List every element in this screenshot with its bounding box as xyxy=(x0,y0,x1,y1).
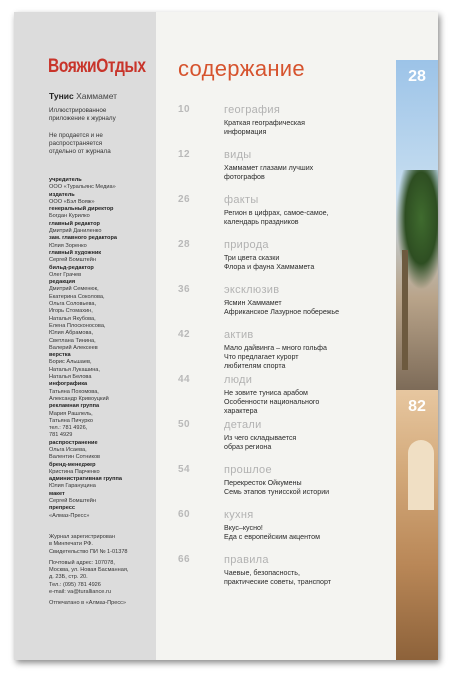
credit-title: верстка xyxy=(49,352,71,359)
toc-page-number: 60 xyxy=(178,509,191,520)
toc-description-line: Регион в цифрах, самое-самое, xyxy=(224,209,329,217)
credit-title: административная группа xyxy=(49,476,123,483)
toc-description-line: Вкус–кусно! xyxy=(224,524,263,532)
footer-line: Отпечатано в «Алмаз-Пресс» xyxy=(49,600,127,607)
toc-section-name: виды xyxy=(224,149,252,161)
credit-group xyxy=(49,177,154,192)
toc-description-line: Краткая географическая xyxy=(224,119,305,127)
toc-description-line: Ясмин Хаммамет xyxy=(224,299,282,307)
credit-name: Сергей Бомштейн xyxy=(49,498,96,505)
toc-section-name: эксклюзив xyxy=(224,284,280,296)
toc-section-name: прошлое xyxy=(224,464,272,476)
toc-description-line: Из чего складывается xyxy=(224,434,297,442)
toc-page-number: 26 xyxy=(178,194,191,205)
credit-name: Кристина Парченко xyxy=(49,468,100,475)
toc-description-line: календарь праздников xyxy=(224,217,299,226)
credit-title: редакция xyxy=(49,279,76,286)
credit-title: главный художник xyxy=(49,249,102,256)
toc-section-name: люди xyxy=(224,374,253,386)
footer-line: в Минпечати РФ. xyxy=(49,541,93,548)
credit-name: Богдан Курилко xyxy=(49,213,90,220)
credit-title: макет xyxy=(49,490,65,497)
toc-description xyxy=(224,299,384,317)
toc-section-name: кухня xyxy=(224,509,254,521)
footer-block xyxy=(49,534,154,556)
magazine-page xyxy=(14,12,438,660)
toc-description-line: Семь этапов тунисской истории xyxy=(224,487,330,496)
credit-name: Татьяна Похомова, xyxy=(49,388,99,395)
credit-title: рекламная группа xyxy=(49,403,100,410)
toc-description xyxy=(224,389,384,415)
toc-description-line: информация xyxy=(224,127,267,136)
toc-description xyxy=(224,569,384,587)
toc-page-number: 44 xyxy=(178,374,191,385)
toc-description xyxy=(224,524,384,542)
footer-block xyxy=(49,560,154,596)
toc-page-number: 28 xyxy=(178,239,191,250)
credit-group xyxy=(49,206,154,221)
toc-section-name: факты xyxy=(224,194,259,206)
credit-title: зам. главного редактора xyxy=(49,235,117,242)
toc-description-line: Мало дайвинга – много гольфа xyxy=(224,344,327,352)
toc-page-number: 54 xyxy=(178,464,191,475)
magazine-logo: ВояжиОтдых xyxy=(48,56,146,77)
credit-name: Валерий Алексеев xyxy=(49,344,98,351)
credit-name: Олег Грачев xyxy=(49,271,82,278)
toc-page-number: 10 xyxy=(178,104,191,115)
credit-group xyxy=(49,462,154,477)
toc-description-line: Еда с европейским акцентом xyxy=(224,532,321,541)
toc-section-name: природа xyxy=(224,239,269,251)
footer-line: Тел.: (095) 781 4926 xyxy=(49,581,101,588)
edition-city: Хаммамет xyxy=(76,91,118,101)
credit-title: издатель xyxy=(49,191,75,198)
footer-line: Свидетельство ПИ № 1-01378 xyxy=(49,548,128,555)
toc-description-line: характера xyxy=(224,406,258,415)
credit-title: главный редактор xyxy=(49,220,100,227)
credit-name: 781 4929 xyxy=(49,432,73,439)
credit-name: Сергей Бомштейн xyxy=(49,257,96,264)
toc-description-line: Что предлагает курорт xyxy=(224,352,299,361)
toc-section-name: правила xyxy=(224,554,269,566)
credit-title: препресс xyxy=(49,505,75,512)
photo-page-number: 82 xyxy=(408,398,426,415)
credit-title: бренд-менеджер xyxy=(49,461,96,468)
toc-title: содержание xyxy=(178,56,305,81)
edition-country: Тунис xyxy=(49,91,74,101)
credit-name: ООО «Туральянс Медиа» xyxy=(49,184,116,191)
credit-name: Елена Плосконосова, xyxy=(49,322,106,329)
toc-description xyxy=(224,164,384,182)
credit-name: Татьяна Пичурко xyxy=(49,417,93,424)
toc-description xyxy=(224,119,384,137)
toc-description-line: Перекресток Ойкумены xyxy=(224,479,302,487)
toc-description-line: любителям спорта xyxy=(224,361,286,370)
toc-description-line: Хаммамет глазами лучших xyxy=(224,164,314,172)
arch-photo xyxy=(396,390,438,660)
toc-description xyxy=(224,479,384,497)
credit-name: Юлия Гарануцина xyxy=(49,483,96,490)
photo-strip xyxy=(396,60,438,660)
credit-group xyxy=(49,192,154,207)
intro-line: Иллюстрированное xyxy=(49,107,107,114)
credit-name: Ольга Соловьева, xyxy=(49,301,97,308)
credit-name: Екатерина Соколова, xyxy=(49,293,105,300)
credit-group xyxy=(49,352,154,381)
footer-info xyxy=(49,534,154,612)
edition-title xyxy=(49,91,117,101)
arch-shape xyxy=(408,440,434,510)
toc-description-line: практические советы, транспорт xyxy=(224,577,331,586)
credit-group xyxy=(49,279,154,352)
toc-description-line: Флора и фауна Хаммамета xyxy=(224,262,315,271)
credit-group xyxy=(49,476,154,491)
credit-name: тел.: 781 4926, xyxy=(49,425,88,432)
credit-group xyxy=(49,265,154,280)
credit-group xyxy=(49,235,154,250)
credits-sidebar xyxy=(14,12,156,660)
credit-name: ООО «Бэл Вояж» xyxy=(49,198,95,205)
toc-description xyxy=(224,434,384,452)
footer-line: д. 23Б, стр. 20. xyxy=(49,574,88,581)
toc-description-line: Особенности национального xyxy=(224,397,320,406)
credit-group xyxy=(49,221,154,236)
credit-name: Наталья Якубова, xyxy=(49,315,96,322)
toc-page-number: 36 xyxy=(178,284,191,295)
toc-section-name: детали xyxy=(224,419,262,431)
intro-line: распространяется xyxy=(49,139,103,147)
footer-block xyxy=(49,600,154,607)
credit-name: Дмитрий Семенюк, xyxy=(49,286,99,293)
credits-list xyxy=(49,177,154,520)
palm-trunk-shape xyxy=(402,250,408,370)
credit-name: Юлия Абрамова, xyxy=(49,330,94,337)
toc-description-line: фотографов xyxy=(224,172,265,181)
credit-title: распространение xyxy=(49,439,98,446)
credit-name: Игорь Стомахин, xyxy=(49,308,93,315)
toc-description xyxy=(224,254,384,272)
footer-line: Москва, ул. Новая Басманная, xyxy=(49,567,129,574)
toc-page-number: 12 xyxy=(178,149,191,160)
credit-group xyxy=(49,403,154,439)
toc-page-number: 66 xyxy=(178,554,191,565)
toc-description xyxy=(224,344,384,370)
credit-group xyxy=(49,505,154,520)
toc-description-line: Африканское Лазурное побережье xyxy=(224,307,340,316)
toc-section-name: география xyxy=(224,104,281,116)
toc-description-line: образ региона xyxy=(224,442,272,451)
credit-group xyxy=(49,440,154,462)
credit-name: Юлия Зоренко xyxy=(49,242,87,249)
credit-name: «Алмаз-Пресс» xyxy=(49,512,90,519)
intro-line: приложение к журналу xyxy=(49,115,116,123)
footer-line: e-mail: va@turalliance.ru xyxy=(49,589,111,596)
toc-page-number: 42 xyxy=(178,329,191,340)
credit-name: Мария Рашлель, xyxy=(49,410,93,417)
credit-name: Валентин Сотников xyxy=(49,454,101,461)
footer-line: Журнал зарегистрирован xyxy=(49,534,115,540)
intro-line: отдельно от журнала xyxy=(49,148,111,156)
credit-title: учредитель xyxy=(49,177,82,183)
credit-name: Наталья Белова xyxy=(49,374,92,381)
credit-title: инфографика xyxy=(49,381,88,388)
toc-description-line: Три цвета сказки xyxy=(224,254,280,262)
credit-title: генеральный директор xyxy=(49,206,114,213)
credit-name: Наталья Лукашина, xyxy=(49,366,100,373)
footer-line: Почтовый адрес: 107078, xyxy=(49,559,115,566)
credit-name: Борис Альшаев, xyxy=(49,359,92,366)
credit-name: Дмитрий Даниленко xyxy=(49,228,102,235)
intro-text xyxy=(49,107,154,156)
credit-group xyxy=(49,381,154,403)
toc-description xyxy=(224,209,384,227)
intro-line xyxy=(49,123,154,131)
toc-description-line: Чаевые, безопасность, xyxy=(224,569,300,577)
credit-group xyxy=(49,491,154,506)
photo-page-number: 28 xyxy=(408,68,426,85)
toc-section-name: актив xyxy=(224,329,254,341)
toc-description-line: Не зовите туниса арабом xyxy=(224,389,308,397)
credit-group xyxy=(49,250,154,265)
credit-title: бильд-редактор xyxy=(49,264,94,271)
credit-name: Светлана Тинина, xyxy=(49,337,96,344)
credit-name: Ольга Исаева, xyxy=(49,446,87,453)
credit-name: Александр Кривоуцкий xyxy=(49,395,109,402)
toc-page-number: 50 xyxy=(178,419,191,430)
intro-line: Не продается и не xyxy=(49,131,103,139)
